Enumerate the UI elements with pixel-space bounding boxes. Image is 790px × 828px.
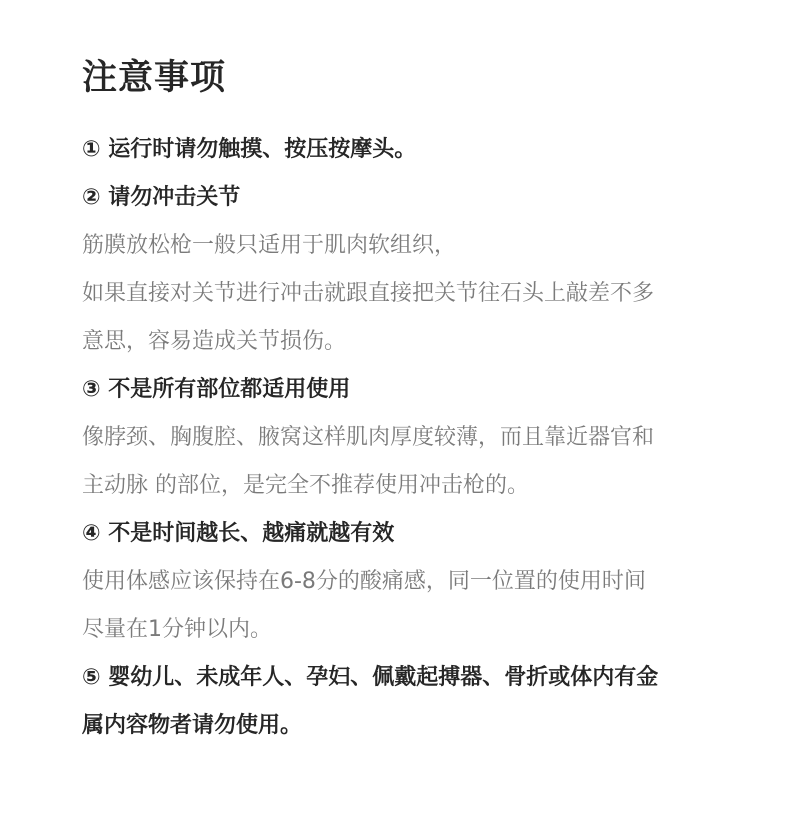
notice-heading: ⑤ 婴幼儿、未成年人、孕妇、佩戴起搏器、骨折或体内有金 bbox=[82, 665, 659, 690]
notice-body-line: 如果直接对关节进行冲击就跟直接把关节往石头上敲差不多 bbox=[82, 281, 655, 306]
notice-body-line: 尽量在1分钟以内。 bbox=[82, 617, 272, 642]
page-title: 注意事项 bbox=[82, 58, 227, 98]
notice-item-2 bbox=[82, 174, 790, 366]
notice-body-line: 主动脉 的部位，是完全不推荐使用冲击枪的。 bbox=[82, 473, 529, 498]
notice-item-3 bbox=[82, 366, 790, 510]
notice-heading: 属内容物者请勿使用。 bbox=[82, 713, 303, 738]
notice-heading: ① 运行时请勿触摸、按压按摩头。 bbox=[82, 137, 417, 162]
notice-body-line: 筋膜放松枪一般只适用于肌肉软组织， bbox=[82, 233, 457, 258]
notice-item-5 bbox=[82, 654, 790, 750]
notice-heading: ③ 不是所有部位都适用使用 bbox=[82, 377, 351, 402]
notice-body-line: 意思，容易造成关节损伤。 bbox=[82, 329, 347, 354]
notice-body-line: 使用体感应该保持在6-8分的酸痛感，同一位置的使用时间 bbox=[82, 569, 646, 594]
notice-item-1 bbox=[82, 126, 790, 174]
notice-heading: ④ 不是时间越长、越痛就越有效 bbox=[82, 521, 395, 546]
notice-item-4 bbox=[82, 510, 790, 654]
notice-heading: ② 请勿冲击关节 bbox=[82, 185, 241, 210]
notice-body-line: 像脖颈、胸腹腔、腋窝这样肌肉厚度较薄，而且靠近器官和 bbox=[82, 425, 655, 450]
